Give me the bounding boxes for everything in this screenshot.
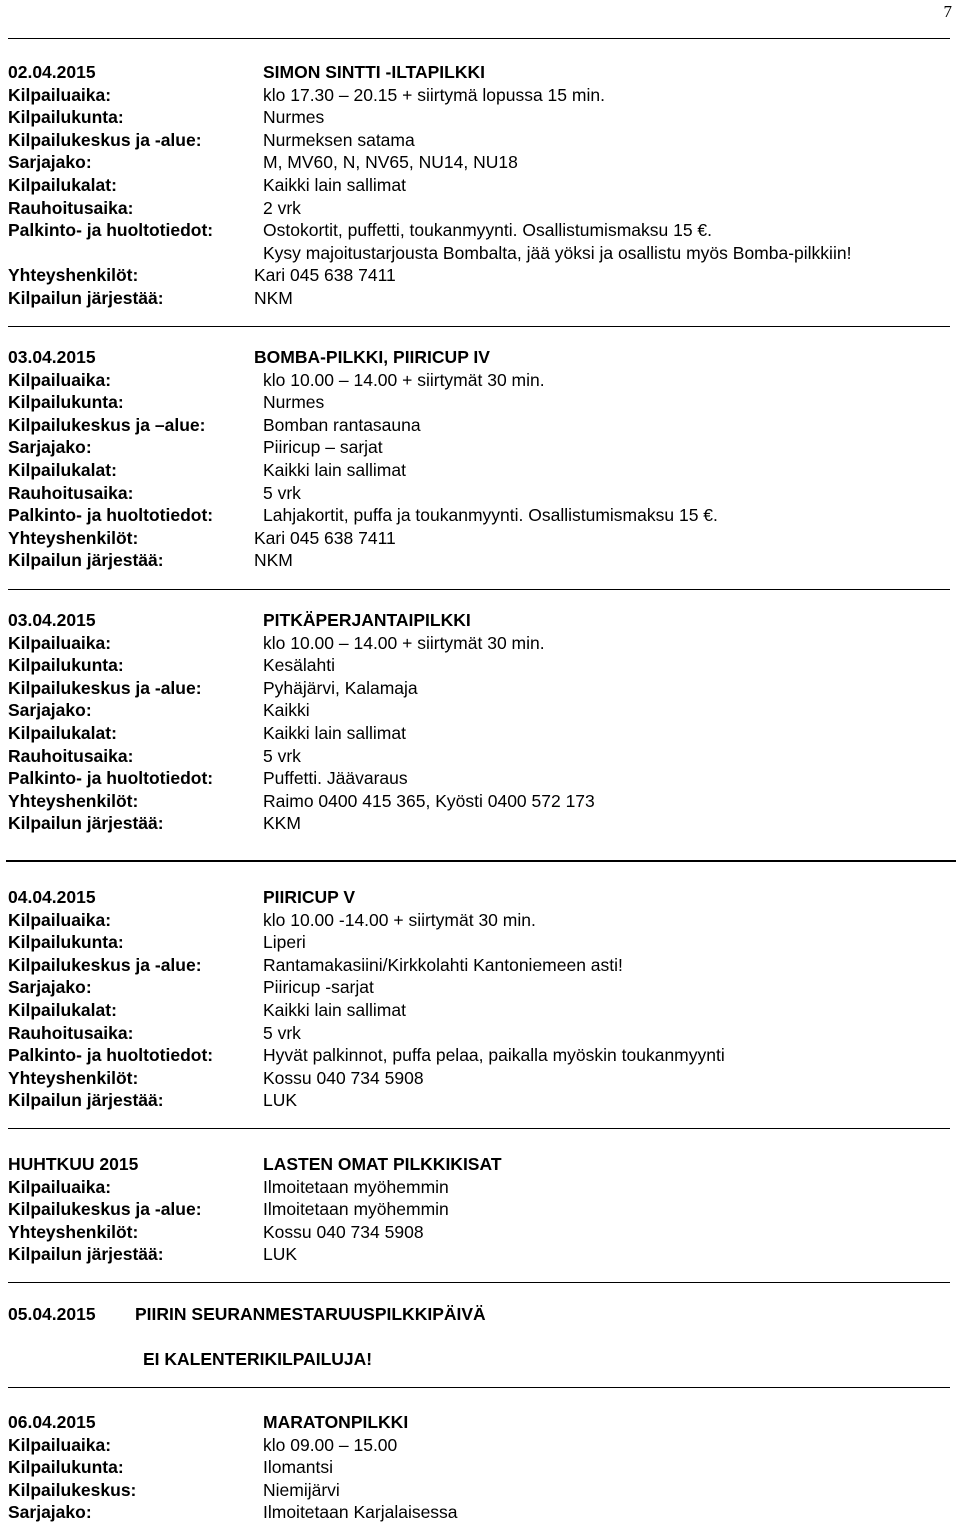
info-row [8, 722, 953, 745]
row-value: Niemijärvi [263, 1479, 340, 1500]
row-label: Kilpailukeskus ja -alue: [8, 129, 202, 150]
info-row [8, 790, 953, 813]
info-row [8, 219, 953, 242]
event-header [8, 1153, 953, 1176]
info-row [8, 909, 953, 932]
info-row [8, 1067, 953, 1090]
info-row [8, 632, 953, 655]
row-value: Lahjakortit, puffa ja toukanmyynti. Osallistumismaksu 15 €. [263, 505, 718, 526]
divider [8, 38, 950, 39]
row-label: Kilpailun järjestää: [8, 1090, 164, 1111]
event-title: MARATONPILKKI [263, 1412, 409, 1432]
row-value: Ostokortit, puffetti, toukanmyynti. Osallistumismaksu 15 €. [263, 220, 713, 241]
event-header [8, 1303, 953, 1326]
row-value: Raimo 0400 415 365, Kyösti 0400 572 173 [263, 790, 595, 811]
row-value: LUK [263, 1244, 298, 1265]
row-value: Puffetti. Jäävaraus [263, 768, 408, 789]
info-row [8, 1198, 953, 1221]
info-row [8, 1044, 953, 1067]
event-date: 03.04.2015 [8, 347, 96, 367]
row-label: Kilpailuaika: [8, 369, 112, 390]
info-row [8, 1089, 953, 1112]
row-value: Piiricup -sarjat [263, 977, 374, 998]
info-row [8, 812, 953, 835]
info-row [8, 391, 953, 414]
row-label: Kilpailun järjestää: [8, 813, 164, 834]
event-title: LASTEN OMAT PILKKIKISAT [263, 1154, 502, 1174]
event-date: 05.04.2015 [8, 1304, 96, 1324]
event-date: 02.04.2015 [8, 62, 96, 82]
row-value: 5 vrk [263, 482, 301, 503]
row-label: Kilpailuaika: [8, 909, 112, 930]
event-title: PITKÄPERJANTAIPILKKI [263, 610, 471, 630]
info-row [8, 1221, 953, 1244]
row-label: Sarjajako: [8, 152, 92, 173]
row-value: Ilmoitetaan myöhemmin [263, 1199, 449, 1220]
info-row [8, 264, 953, 287]
row-value: klo 10.00 – 14.00 + siirtymät 30 min. [263, 369, 545, 390]
row-value: Rantamakasiini/Kirkkolahti Kantoniemeen asti! [263, 954, 623, 975]
row-label: Kilpailun järjestää: [8, 550, 164, 571]
row-value: LUK [263, 1090, 298, 1111]
divider [6, 860, 956, 862]
row-label: Rauhoitusaika: [8, 197, 134, 218]
row-value: NKM [254, 287, 293, 308]
row-label: Sarjajako: [8, 700, 92, 721]
row-label: Kilpailukunta: [8, 392, 124, 413]
info-row [8, 1022, 953, 1045]
row-label: Kilpailukunta: [8, 107, 124, 128]
event-header [8, 1411, 953, 1434]
info-row [8, 954, 953, 977]
row-value: klo 10.00 -14.00 + siirtymät 30 min. [263, 909, 536, 930]
row-label: Kilpailukalat: [8, 174, 117, 195]
info-row [8, 1243, 953, 1266]
row-value: Kari 045 638 7411 [254, 265, 396, 286]
info-row [8, 414, 953, 437]
row-label: Rauhoitusaika: [8, 1022, 134, 1043]
row-value: Ilomantsi [263, 1457, 334, 1478]
info-row [8, 931, 953, 954]
row-label: Rauhoitusaika: [8, 745, 134, 766]
row-label: Palkinto- ja huoltotiedot: [8, 768, 214, 789]
row-label: Yhteyshenkilöt: [8, 790, 139, 811]
row-value: 5 vrk [263, 1022, 301, 1043]
event-date: 04.04.2015 [8, 887, 96, 907]
divider [8, 1128, 950, 1129]
row-value: klo 17.30 – 20.15 + siirtymä lopussa 15 min. [263, 84, 605, 105]
info-row [8, 504, 953, 527]
row-label: Kilpailukeskus ja –alue: [8, 414, 206, 435]
info-row [8, 174, 953, 197]
event-simon-sintti [8, 61, 953, 310]
row-value: Kysy majoitustarjousta Bombalta, jää yöksi ja osallistu myös Bomba-pilkkiin! [263, 242, 852, 263]
row-value: Ilmoitetaan myöhemmin [263, 1176, 449, 1197]
event-date: HUHTKUU 2015 [8, 1154, 139, 1174]
event-title: PIIRICUP V [263, 887, 356, 907]
info-row [8, 767, 953, 790]
info-row [8, 151, 953, 174]
event-piiricup-v [8, 886, 953, 1112]
row-value: Hyvät palkinnot, puffa pelaa, paikalla myöskin toukanmyynti [263, 1045, 725, 1066]
row-label: Yhteyshenkilöt: [8, 265, 139, 286]
row-value: Kossu 040 734 5908 [263, 1221, 424, 1242]
info-row [8, 436, 953, 459]
row-label: Kilpailukalat: [8, 999, 117, 1020]
info-row [8, 1501, 953, 1524]
row-label: Rauhoitusaika: [8, 482, 134, 503]
row-label: Kilpailukeskus ja -alue: [8, 677, 202, 698]
row-label: Kilpailukeskus ja -alue: [8, 954, 202, 975]
divider [8, 1282, 950, 1283]
row-label: Kilpailukalat: [8, 722, 117, 743]
info-row [8, 976, 953, 999]
event-header [8, 609, 953, 632]
row-label: Yhteyshenkilöt: [8, 1067, 139, 1088]
row-value: M, MV60, N, NV65, NU14, NU18 [263, 152, 518, 173]
event-header [8, 346, 953, 369]
info-row [8, 106, 953, 129]
row-label: Sarjajako: [8, 977, 92, 998]
row-label: Kilpailukalat: [8, 459, 117, 480]
row-value: Nurmes [263, 107, 325, 128]
row-label: Kilpailun järjestää: [8, 1244, 164, 1265]
info-row [8, 654, 953, 677]
row-value: Ilmoitetaan Karjalaisessa [263, 1502, 458, 1523]
row-label: Yhteyshenkilöt: [8, 1221, 139, 1242]
info-row [8, 482, 953, 505]
event-title: PIIRIN SEURANMESTARUUSPILKKIPÄIVÄ [135, 1304, 486, 1324]
event-note: EI KALENTERIKILPAILUJA! [143, 1349, 373, 1369]
info-row [8, 459, 953, 482]
row-label: Kilpailukeskus: [8, 1479, 137, 1500]
info-row [8, 242, 953, 265]
row-label: Palkinto- ja huoltotiedot: [8, 220, 214, 241]
event-date: 03.04.2015 [8, 610, 96, 630]
info-row [8, 745, 953, 768]
event-bomba-pilkki [8, 346, 953, 572]
row-label: Palkinto- ja huoltotiedot: [8, 1045, 214, 1066]
row-value: Piiricup – sarjat [263, 437, 383, 458]
row-label: Kilpailuaika: [8, 1434, 112, 1455]
event-date: 06.04.2015 [8, 1412, 96, 1432]
page-number: 7 [943, 2, 952, 21]
info-row [8, 999, 953, 1022]
row-value: 5 vrk [263, 745, 301, 766]
row-label: Kilpailukunta: [8, 932, 124, 953]
divider [8, 1387, 950, 1388]
row-label: Sarjajako: [8, 1502, 92, 1523]
event-piirin-seuranmestaruus [8, 1303, 953, 1369]
row-label: Kilpailuaika: [8, 1176, 112, 1197]
event-header [8, 61, 953, 84]
row-value: Kossu 040 734 5908 [263, 1067, 424, 1088]
row-value: 2 vrk [263, 197, 301, 218]
row-label: Yhteyshenkilöt: [8, 527, 139, 548]
row-value: NKM [254, 550, 293, 571]
info-row [8, 527, 953, 550]
row-label: Kilpailukunta: [8, 655, 124, 676]
info-row [8, 1479, 953, 1502]
row-value: Kaikki [263, 700, 310, 721]
row-value: Kaikki lain sallimat [263, 174, 406, 195]
row-label: Kilpailukeskus ja -alue: [8, 1199, 202, 1220]
row-label: Kilpailuaika: [8, 632, 112, 653]
row-value: KKM [263, 813, 301, 834]
event-title: SIMON SINTTI -ILTAPILKKI [263, 62, 485, 82]
info-row [8, 84, 953, 107]
row-value: Bomban rantasauna [263, 414, 421, 435]
event-pitkaperjantaipilkki [8, 609, 953, 835]
event-maratonpilkki [8, 1411, 953, 1524]
info-row [8, 677, 953, 700]
row-value: Kaikki lain sallimat [263, 722, 406, 743]
row-value: klo 09.00 – 15.00 [263, 1434, 398, 1455]
row-value: Liperi [263, 932, 306, 953]
event-title: BOMBA-PILKKI, PIIRICUP IV [254, 347, 490, 367]
row-value: Kesälahti [263, 655, 335, 676]
info-row [8, 197, 953, 220]
row-label: Sarjajako: [8, 437, 92, 458]
row-value: Pyhäjärvi, Kalamaja [263, 677, 418, 698]
row-value: Kari 045 638 7411 [254, 527, 396, 548]
row-label: Kilpailuaika: [8, 84, 112, 105]
info-row [8, 287, 953, 310]
info-row [8, 1434, 953, 1457]
info-row [8, 699, 953, 722]
info-row [8, 1176, 953, 1199]
row-value: Kaikki lain sallimat [263, 999, 406, 1020]
divider [8, 589, 950, 590]
row-value: klo 10.00 – 14.00 + siirtymät 30 min. [263, 632, 545, 653]
row-label: Palkinto- ja huoltotiedot: [8, 505, 214, 526]
info-row [8, 369, 953, 392]
info-row [8, 1456, 953, 1479]
row-label: Kilpailun järjestää: [8, 287, 164, 308]
event-lasten-omat-pilkkikisat [8, 1153, 953, 1266]
row-value: Nurmeksen satama [263, 129, 415, 150]
divider [8, 326, 950, 327]
info-row [8, 549, 953, 572]
event-header [8, 886, 953, 909]
row-value: Kaikki lain sallimat [263, 459, 406, 480]
row-value: Nurmes [263, 392, 325, 413]
info-row [8, 129, 953, 152]
row-label: Kilpailukunta: [8, 1457, 124, 1478]
